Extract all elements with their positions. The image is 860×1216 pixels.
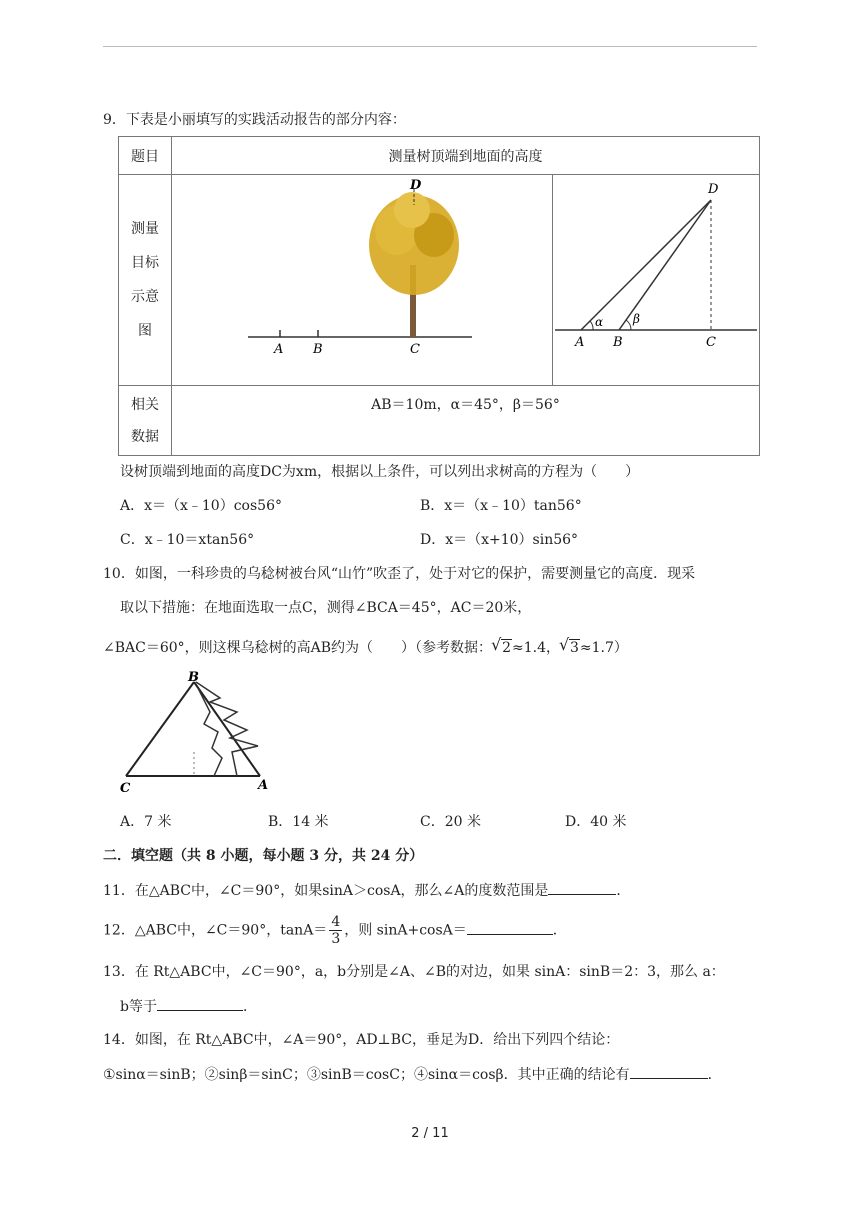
fig1-label-b: B	[313, 342, 323, 357]
table-title: 测量树顶端到地面的高度	[172, 137, 760, 175]
q14-line1: 14．如图，在 Rt△ABC中，∠A＝90°，AD⊥BC，垂足为D．给出下列四个结论：	[103, 1032, 620, 1048]
section-heading: 二．填空题（共 8 小题，每小题 3 分，共 24 分）	[103, 848, 424, 864]
q12: 12．△ABC中，∠C＝90°，tanA＝ $\frac{4}{3}$ ，则 sinA+cosA＝ ．	[103, 914, 567, 947]
q13-answer-blank[interactable]	[157, 996, 243, 1011]
q9-option-a: A．x＝（x﹣10）cos56°	[120, 498, 282, 514]
fig2-label-d: D	[708, 182, 719, 197]
q11-answer-blank[interactable]	[548, 880, 616, 895]
q10-line3: ∠BAC＝60°，则这棵乌稔树的高AB约为（ ）（参考数据：√ 2≈1.4，√ 3≈1.7）	[103, 638, 628, 658]
q12-answer-blank[interactable]	[467, 920, 553, 935]
q10-label-c: C	[120, 781, 131, 796]
fraction-4-3: $\frac{4}{3}$	[331, 914, 341, 947]
page-number: 2 / 11	[411, 1126, 449, 1141]
q10-option-c: C．20 米	[420, 814, 481, 830]
q10-option-d: D．40 米	[565, 814, 627, 830]
q14-answer-blank[interactable]	[630, 1064, 708, 1079]
q10-line1: 10．如图，一科珍贵的乌稔树被台风“山竹”吹歪了，处于对它的保护，需要测量它的高度．现采	[103, 566, 696, 582]
q10-label-a: A	[258, 778, 269, 793]
fig2-label-beta: β	[633, 312, 640, 326]
header-rule	[103, 46, 757, 47]
q13-line2: b等于 ．	[120, 996, 257, 1017]
sqrt-3: √ 3	[560, 638, 580, 658]
table-diagram-label: 测量 目标 示意 图	[119, 175, 172, 386]
tree-figure	[172, 175, 552, 381]
fig1-label-d: D	[410, 178, 422, 193]
table-title-label: 题目	[119, 137, 172, 175]
fig1-label-c: C	[410, 342, 420, 357]
q11: 11．在△ABC中，∠C＝90°，如果sinA＞cosA，那么∠A的度数范围是 ．	[103, 880, 630, 901]
tree-figure-cell	[172, 175, 553, 386]
angle-figure-cell	[553, 175, 760, 386]
q10-option-a: A．7 米	[120, 814, 172, 830]
leaning-tree-figure	[112, 668, 282, 798]
q13-line1: 13．在 Rt△ABC中，∠C＝90°，a，b分别是∠A、∠B的对边，如果 sinA：sinB＝2：3，那么 a：	[103, 964, 725, 980]
q14-line2: ①sinα＝sinB；②sinβ＝sinC；③sinB＝cosC；④sinα＝cosβ．其中正确的结论有 ．	[103, 1064, 722, 1085]
angle-figure	[553, 175, 759, 381]
fig2-label-a: A	[575, 335, 585, 350]
q9-option-b: B．x＝（x﹣10）tan56°	[420, 498, 582, 514]
q9-option-d: D．x＝（x+10）sin56°	[420, 532, 579, 548]
table-data: AB＝10m，α＝45°，β＝56°	[172, 386, 760, 456]
table-data-label: 相关 数据	[119, 386, 172, 456]
q9-report-table	[118, 136, 760, 456]
fig2-label-b: B	[613, 335, 623, 350]
q9-option-c: C．x﹣10＝xtan56°	[120, 532, 255, 548]
fig2-label-alpha: α	[595, 315, 604, 329]
q9-stem: 9．下表是小丽填写的实践活动报告的部分内容：	[103, 112, 406, 128]
q10-line2: 取以下措施：在地面选取一点C，测得∠BCA＝45°，AC＝20米，	[120, 600, 532, 616]
fig2-label-c: C	[706, 335, 716, 350]
q10-label-b: B	[188, 670, 199, 685]
sqrt-2: √ 2	[492, 638, 512, 658]
q9-question: 设树顶端到地面的高度DC为xm，根据以上条件，可以列出求树高的方程为（ ）	[120, 464, 640, 480]
fig1-label-a: A	[274, 342, 284, 357]
q10-option-b: B．14 米	[268, 814, 329, 830]
